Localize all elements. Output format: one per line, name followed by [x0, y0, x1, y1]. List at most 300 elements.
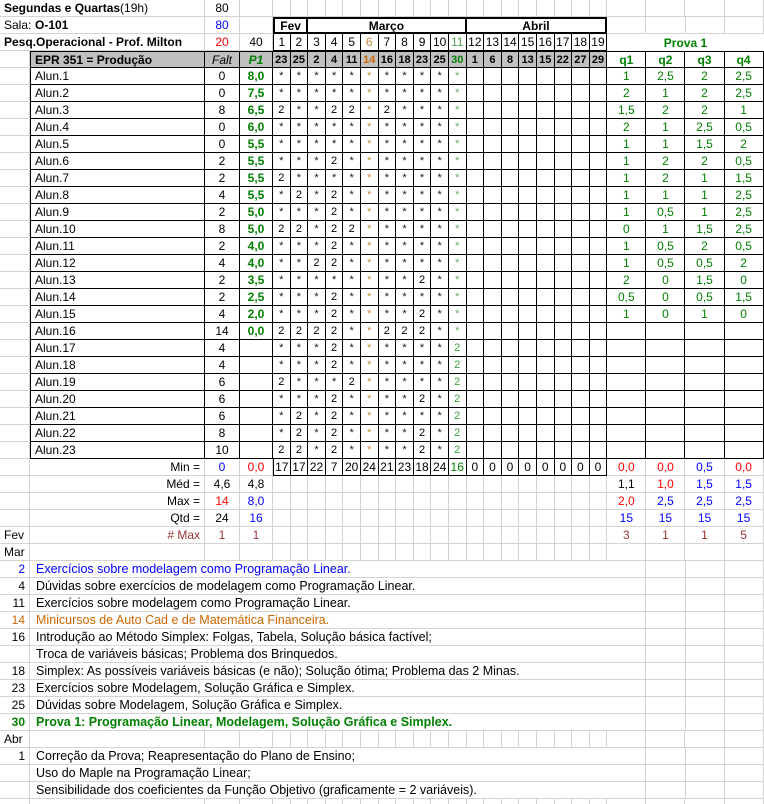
q-value-cell[interactable]: 2 — [685, 238, 724, 255]
attendance-cell[interactable] — [502, 238, 520, 255]
attendance-cell[interactable]: * — [273, 357, 291, 374]
empty-cell[interactable] — [502, 799, 520, 804]
attendance-cell[interactable]: * — [343, 357, 361, 374]
attendance-cell[interactable]: * — [308, 340, 326, 357]
attendance-cell[interactable]: * — [361, 153, 379, 170]
attendance-cell[interactable] — [484, 238, 502, 255]
attendance-cell[interactable] — [519, 102, 537, 119]
empty-cell[interactable] — [449, 544, 467, 561]
note-text-cell[interactable]: Exercícios sobre modelagem como Programação Linear. — [30, 595, 607, 612]
empty-cell[interactable] — [343, 731, 361, 748]
attendance-cell[interactable] — [572, 68, 590, 85]
p1-value-cell[interactable]: 6,5 — [240, 102, 273, 119]
empty-cell[interactable] — [308, 799, 326, 804]
attendance-cell[interactable]: * — [326, 374, 344, 391]
empty-cell[interactable] — [725, 731, 764, 748]
attendance-cell[interactable]: * — [379, 357, 397, 374]
attendance-cell[interactable]: * — [449, 306, 467, 323]
attendance-cell[interactable]: * — [431, 68, 449, 85]
attendance-cell[interactable]: 2 — [343, 374, 361, 391]
attendance-cell[interactable] — [467, 323, 485, 340]
empty-cell[interactable] — [537, 493, 555, 510]
q-value-cell[interactable]: 1 — [725, 102, 764, 119]
q-value-cell[interactable]: 0,5 — [685, 289, 724, 306]
attendance-cell[interactable]: * — [396, 204, 414, 221]
attendance-cell[interactable]: * — [291, 85, 309, 102]
q-value-cell[interactable]: 2,5 — [725, 85, 764, 102]
attendance-cell[interactable]: * — [431, 102, 449, 119]
attendance-cell[interactable]: 2 — [326, 221, 344, 238]
falt-value-cell[interactable]: 14 — [205, 323, 240, 340]
date-header-cell[interactable]: 1 — [467, 51, 485, 68]
empty-cell[interactable] — [725, 612, 764, 629]
q-value-cell[interactable] — [607, 442, 646, 459]
summary-falt-cell[interactable]: 24 — [205, 510, 240, 527]
empty-cell[interactable] — [414, 527, 432, 544]
attendance-cell[interactable]: * — [361, 340, 379, 357]
attendance-cell[interactable]: * — [396, 425, 414, 442]
empty-cell[interactable] — [291, 731, 309, 748]
attendance-cell[interactable]: 2 — [291, 323, 309, 340]
col-index-cell[interactable]: 5 — [343, 34, 361, 51]
q-value-cell[interactable]: 2 — [685, 85, 724, 102]
q-value-cell[interactable] — [646, 374, 685, 391]
attendance-cell[interactable]: * — [379, 119, 397, 136]
attendance-cell[interactable]: 2 — [326, 255, 344, 272]
p1-value-cell[interactable]: 7,5 — [240, 85, 273, 102]
empty-cell[interactable] — [607, 0, 646, 17]
empty-cell[interactable] — [572, 0, 590, 17]
q-value-cell[interactable]: 1 — [607, 204, 646, 221]
attendance-cell[interactable] — [572, 187, 590, 204]
attendance-cell[interactable] — [467, 221, 485, 238]
attendance-cell[interactable] — [537, 323, 555, 340]
attendance-cell[interactable] — [484, 340, 502, 357]
attendance-cell[interactable] — [572, 102, 590, 119]
attendance-cell[interactable]: * — [449, 221, 467, 238]
attendance-count-cell[interactable]: 22 — [308, 459, 326, 476]
attendance-cell[interactable] — [502, 374, 520, 391]
student-name-cell[interactable]: Alun.8 — [30, 187, 205, 204]
attendance-cell[interactable] — [537, 119, 555, 136]
p1-value-cell[interactable] — [240, 357, 273, 374]
empty-cell[interactable] — [607, 17, 646, 34]
note-text-cell[interactable]: Exercícios sobre Modelagem, Solução Gráfica e Simplex. — [30, 680, 607, 697]
attendance-cell[interactable]: * — [308, 442, 326, 459]
q-value-cell[interactable]: 0 — [646, 289, 685, 306]
attendance-cell[interactable]: * — [379, 374, 397, 391]
q-value-cell[interactable]: 1 — [685, 306, 724, 323]
empty-cell[interactable] — [646, 714, 685, 731]
empty-cell[interactable] — [725, 765, 764, 782]
empty-cell[interactable] — [686, 782, 725, 799]
attendance-cell[interactable] — [537, 221, 555, 238]
attendance-cell[interactable] — [484, 136, 502, 153]
empty-cell[interactable] — [607, 544, 646, 561]
empty-cell[interactable] — [686, 765, 725, 782]
note-text-cell[interactable]: Dúvidas sobre Modelagem, Solução Gráfica e Simplex. — [30, 697, 607, 714]
attendance-cell[interactable] — [537, 136, 555, 153]
attendance-cell[interactable] — [502, 442, 520, 459]
attendance-cell[interactable]: * — [326, 272, 344, 289]
empty-cell[interactable] — [431, 510, 449, 527]
empty-cell[interactable] — [572, 799, 590, 804]
attendance-cell[interactable] — [519, 68, 537, 85]
empty-cell[interactable] — [572, 476, 590, 493]
attendance-cell[interactable]: * — [273, 272, 291, 289]
attendance-cell[interactable]: 2 — [449, 408, 467, 425]
empty-cell[interactable] — [555, 476, 573, 493]
empty-cell[interactable] — [379, 476, 397, 493]
attendance-cell[interactable]: * — [396, 442, 414, 459]
empty-cell[interactable] — [686, 714, 725, 731]
attendance-cell[interactable]: 2 — [326, 340, 344, 357]
attendance-cell[interactable] — [484, 391, 502, 408]
student-name-cell[interactable]: Alun.10 — [30, 221, 205, 238]
empty-cell[interactable] — [537, 476, 555, 493]
q-value-cell[interactable]: 1 — [646, 187, 685, 204]
attendance-count-cell[interactable]: 0 — [537, 459, 555, 476]
attendance-cell[interactable]: * — [361, 289, 379, 306]
empty-cell[interactable] — [725, 595, 764, 612]
empty-cell[interactable] — [686, 578, 725, 595]
attendance-cell[interactable] — [519, 255, 537, 272]
empty-cell[interactable] — [273, 544, 291, 561]
attendance-cell[interactable] — [484, 119, 502, 136]
attendance-cell[interactable] — [467, 238, 485, 255]
note-date-cell[interactable]: 18 — [0, 663, 30, 680]
col-index-cell[interactable]: 3 — [308, 34, 326, 51]
p1-value-cell[interactable]: 0,0 — [240, 323, 273, 340]
attendance-cell[interactable]: * — [431, 340, 449, 357]
empty-cell[interactable] — [467, 544, 485, 561]
p1-value-cell[interactable] — [240, 408, 273, 425]
empty-cell[interactable] — [291, 476, 309, 493]
empty-cell[interactable] — [646, 765, 685, 782]
attendance-cell[interactable] — [519, 306, 537, 323]
attendance-cell[interactable]: * — [431, 153, 449, 170]
summary-falt-cell[interactable]: 1 — [205, 527, 240, 544]
empty-cell[interactable] — [379, 510, 397, 527]
attendance-cell[interactable] — [467, 136, 485, 153]
p1-value-cell[interactable] — [240, 374, 273, 391]
attendance-cell[interactable] — [555, 204, 573, 221]
attendance-cell[interactable] — [572, 85, 590, 102]
empty-cell[interactable] — [205, 731, 240, 748]
attendance-cell[interactable] — [572, 170, 590, 187]
attendance-cell[interactable] — [467, 425, 485, 442]
attendance-cell[interactable] — [537, 204, 555, 221]
col-index-cell[interactable]: 11 — [449, 34, 467, 51]
empty-cell[interactable] — [361, 476, 379, 493]
attendance-cell[interactable] — [572, 374, 590, 391]
attendance-cell[interactable] — [590, 102, 608, 119]
empty-cell[interactable] — [484, 510, 502, 527]
attendance-cell[interactable]: * — [449, 119, 467, 136]
empty-cell[interactable] — [414, 799, 432, 804]
question-header-cell[interactable]: q3 — [685, 51, 724, 68]
attendance-cell[interactable] — [502, 340, 520, 357]
attendance-cell[interactable]: 2 — [449, 374, 467, 391]
q-value-cell[interactable]: 2,5 — [646, 68, 685, 85]
q-value-cell[interactable] — [646, 340, 685, 357]
empty-cell[interactable] — [484, 0, 502, 17]
q-value-cell[interactable] — [607, 323, 646, 340]
summary-q-cell[interactable]: 0,0 — [646, 459, 685, 476]
p1-value-cell[interactable]: 4,0 — [240, 238, 273, 255]
attendance-cell[interactable]: * — [396, 306, 414, 323]
col-index-cell[interactable]: 17 — [555, 34, 573, 51]
attendance-cell[interactable]: * — [431, 255, 449, 272]
date-header-cell[interactable]: 11 — [343, 51, 361, 68]
p1-header[interactable]: P1 — [240, 51, 273, 68]
attendance-cell[interactable] — [537, 272, 555, 289]
attendance-cell[interactable]: 2 — [326, 442, 344, 459]
empty-cell[interactable] — [686, 612, 725, 629]
empty-cell[interactable] — [361, 799, 379, 804]
attendance-count-cell[interactable]: 18 — [414, 459, 432, 476]
falt-value-cell[interactable]: 2 — [205, 289, 240, 306]
attendance-cell[interactable] — [555, 374, 573, 391]
attendance-cell[interactable]: 2 — [326, 357, 344, 374]
student-name-cell[interactable]: Alun.19 — [30, 374, 205, 391]
attendance-cell[interactable] — [537, 340, 555, 357]
attendance-cell[interactable] — [484, 102, 502, 119]
attendance-cell[interactable] — [572, 306, 590, 323]
attendance-cell[interactable]: * — [396, 374, 414, 391]
attendance-cell[interactable]: * — [291, 289, 309, 306]
empty-cell[interactable] — [273, 493, 291, 510]
attendance-cell[interactable]: * — [414, 119, 432, 136]
falt-value-cell[interactable]: 8 — [205, 102, 240, 119]
col-index-cell[interactable]: 12 — [467, 34, 485, 51]
attendance-cell[interactable]: * — [308, 289, 326, 306]
attendance-cell[interactable] — [572, 153, 590, 170]
attendance-cell[interactable]: * — [308, 153, 326, 170]
attendance-cell[interactable] — [572, 408, 590, 425]
attendance-cell[interactable] — [572, 289, 590, 306]
attendance-cell[interactable] — [502, 272, 520, 289]
attendance-cell[interactable]: 2 — [326, 408, 344, 425]
empty-cell[interactable] — [361, 510, 379, 527]
schedule-hours-cell[interactable]: 80 — [205, 0, 240, 17]
attendance-cell[interactable]: 2 — [291, 408, 309, 425]
empty-cell[interactable] — [273, 0, 291, 17]
empty-cell[interactable] — [0, 289, 30, 306]
attendance-cell[interactable]: 2 — [343, 221, 361, 238]
empty-cell[interactable] — [0, 204, 30, 221]
attendance-cell[interactable]: * — [431, 425, 449, 442]
attendance-cell[interactable] — [555, 221, 573, 238]
attendance-cell[interactable] — [537, 442, 555, 459]
summary-q-cell[interactable]: 1,1 — [607, 476, 646, 493]
empty-cell[interactable] — [240, 544, 273, 561]
p1-value-cell[interactable]: 5,5 — [240, 153, 273, 170]
q-value-cell[interactable]: 1,5 — [725, 170, 764, 187]
student-name-cell[interactable]: Alun.12 — [30, 255, 205, 272]
attendance-cell[interactable]: * — [308, 68, 326, 85]
empty-cell[interactable] — [607, 799, 646, 804]
attendance-cell[interactable]: * — [308, 408, 326, 425]
note-date-cell[interactable]: 4 — [0, 578, 30, 595]
date-header-cell[interactable]: 27 — [572, 51, 590, 68]
attendance-cell[interactable]: * — [361, 442, 379, 459]
attendance-cell[interactable] — [537, 408, 555, 425]
attendance-cell[interactable]: * — [431, 408, 449, 425]
attendance-cell[interactable] — [502, 170, 520, 187]
col-index-cell[interactable]: 7 — [379, 34, 397, 51]
empty-cell[interactable] — [326, 799, 344, 804]
room-cell[interactable] — [0, 17, 205, 34]
empty-cell[interactable] — [0, 119, 30, 136]
attendance-cell[interactable]: * — [449, 289, 467, 306]
attendance-cell[interactable] — [519, 374, 537, 391]
attendance-cell[interactable] — [467, 272, 485, 289]
q-value-cell[interactable]: 1 — [685, 187, 724, 204]
empty-cell[interactable] — [555, 527, 573, 544]
attendance-cell[interactable] — [484, 357, 502, 374]
empty-cell[interactable] — [467, 493, 485, 510]
attendance-cell[interactable] — [467, 85, 485, 102]
summary-q-cell[interactable]: 1,5 — [725, 476, 764, 493]
attendance-cell[interactable]: * — [361, 119, 379, 136]
attendance-cell[interactable] — [484, 170, 502, 187]
attendance-cell[interactable] — [502, 85, 520, 102]
empty-cell[interactable] — [0, 153, 30, 170]
attendance-cell[interactable]: * — [291, 136, 309, 153]
falt-value-cell[interactable]: 0 — [205, 136, 240, 153]
section-label-cell[interactable] — [0, 476, 30, 493]
empty-cell[interactable] — [484, 527, 502, 544]
date-header-cell[interactable]: 22 — [555, 51, 573, 68]
empty-cell[interactable] — [30, 731, 205, 748]
falt-value-cell[interactable]: 2 — [205, 272, 240, 289]
attendance-cell[interactable]: 2 — [308, 323, 326, 340]
attendance-cell[interactable]: * — [414, 102, 432, 119]
empty-cell[interactable] — [590, 510, 608, 527]
attendance-cell[interactable] — [537, 289, 555, 306]
empty-cell[interactable] — [326, 0, 344, 17]
q-value-cell[interactable] — [685, 357, 724, 374]
empty-cell[interactable] — [343, 799, 361, 804]
attendance-cell[interactable]: * — [431, 323, 449, 340]
attendance-cell[interactable]: * — [431, 357, 449, 374]
attendance-cell[interactable] — [555, 238, 573, 255]
attendance-cell[interactable]: 2 — [291, 425, 309, 442]
p1-value-cell[interactable] — [240, 425, 273, 442]
q-value-cell[interactable]: 1 — [607, 68, 646, 85]
falt-value-cell[interactable]: 8 — [205, 221, 240, 238]
attendance-cell[interactable] — [555, 408, 573, 425]
empty-cell[interactable] — [396, 731, 414, 748]
student-name-cell[interactable]: Alun.7 — [30, 170, 205, 187]
attendance-cell[interactable]: 2 — [449, 442, 467, 459]
empty-cell[interactable] — [0, 374, 30, 391]
attendance-cell[interactable]: * — [361, 136, 379, 153]
empty-cell[interactable] — [431, 544, 449, 561]
attendance-cell[interactable]: * — [396, 408, 414, 425]
attendance-cell[interactable]: * — [414, 221, 432, 238]
falt-value-cell[interactable]: 2 — [205, 153, 240, 170]
col-index-cell[interactable]: 18 — [572, 34, 590, 51]
date-header-cell[interactable]: 2 — [308, 51, 326, 68]
p1-value-cell[interactable]: 5,0 — [240, 221, 273, 238]
attendance-cell[interactable]: * — [396, 170, 414, 187]
note-text-cell[interactable]: Introdução ao Método Simplex: Folgas, Tabela, Solução básica factível; — [30, 629, 607, 646]
q-value-cell[interactable]: 1 — [607, 255, 646, 272]
q-value-cell[interactable]: 0,5 — [685, 255, 724, 272]
q-value-cell[interactable] — [607, 391, 646, 408]
summary-q-cell[interactable]: 0,5 — [685, 459, 724, 476]
attendance-cell[interactable]: * — [308, 425, 326, 442]
attendance-cell[interactable] — [519, 272, 537, 289]
student-name-cell[interactable]: Alun.23 — [30, 442, 205, 459]
attendance-cell[interactable]: 2 — [326, 323, 344, 340]
empty-cell[interactable] — [572, 731, 590, 748]
attendance-cell[interactable]: * — [273, 289, 291, 306]
attendance-cell[interactable]: * — [308, 221, 326, 238]
attendance-cell[interactable]: * — [291, 391, 309, 408]
q-value-cell[interactable] — [725, 408, 764, 425]
attendance-cell[interactable]: * — [396, 119, 414, 136]
attendance-cell[interactable]: * — [414, 408, 432, 425]
attendance-cell[interactable]: 2 — [273, 170, 291, 187]
empty-cell[interactable] — [379, 731, 397, 748]
attendance-cell[interactable]: * — [431, 119, 449, 136]
attendance-cell[interactable]: 2 — [291, 442, 309, 459]
empty-cell[interactable] — [414, 493, 432, 510]
attendance-cell[interactable] — [467, 408, 485, 425]
summary-label-cell[interactable]: Min = — [30, 459, 205, 476]
section-label-cell[interactable] — [0, 459, 30, 476]
attendance-cell[interactable]: * — [396, 85, 414, 102]
col-index-cell[interactable]: 14 — [502, 34, 520, 51]
attendance-cell[interactable] — [555, 187, 573, 204]
q-value-cell[interactable]: 0,5 — [646, 204, 685, 221]
attendance-cell[interactable] — [555, 85, 573, 102]
q-value-cell[interactable] — [646, 323, 685, 340]
attendance-cell[interactable] — [519, 136, 537, 153]
attendance-cell[interactable] — [519, 170, 537, 187]
empty-cell[interactable] — [519, 476, 537, 493]
q-value-cell[interactable] — [685, 391, 724, 408]
date-header-cell[interactable]: 14 — [361, 51, 379, 68]
attendance-cell[interactable] — [572, 272, 590, 289]
attendance-cell[interactable]: 2 — [326, 425, 344, 442]
attendance-cell[interactable]: * — [343, 136, 361, 153]
summary-p1-cell[interactable]: 16 — [240, 510, 273, 527]
q-value-cell[interactable] — [646, 442, 685, 459]
empty-cell[interactable] — [607, 629, 646, 646]
attendance-cell[interactable]: * — [449, 204, 467, 221]
empty-cell[interactable] — [0, 799, 30, 804]
col-index-cell[interactable]: 6 — [361, 34, 379, 51]
student-name-cell[interactable]: Alun.4 — [30, 119, 205, 136]
empty-cell[interactable] — [607, 612, 646, 629]
attendance-cell[interactable]: * — [343, 306, 361, 323]
empty-cell[interactable] — [537, 799, 555, 804]
q-value-cell[interactable]: 1 — [607, 306, 646, 323]
q-value-cell[interactable]: 2,5 — [725, 187, 764, 204]
falt-value-cell[interactable]: 4 — [205, 255, 240, 272]
attendance-cell[interactable]: * — [343, 425, 361, 442]
attendance-cell[interactable] — [590, 272, 608, 289]
summary-q-cell[interactable]: 1 — [685, 527, 724, 544]
empty-cell[interactable] — [449, 527, 467, 544]
attendance-cell[interactable]: * — [291, 374, 309, 391]
attendance-cell[interactable] — [502, 323, 520, 340]
attendance-cell[interactable]: 2 — [449, 391, 467, 408]
